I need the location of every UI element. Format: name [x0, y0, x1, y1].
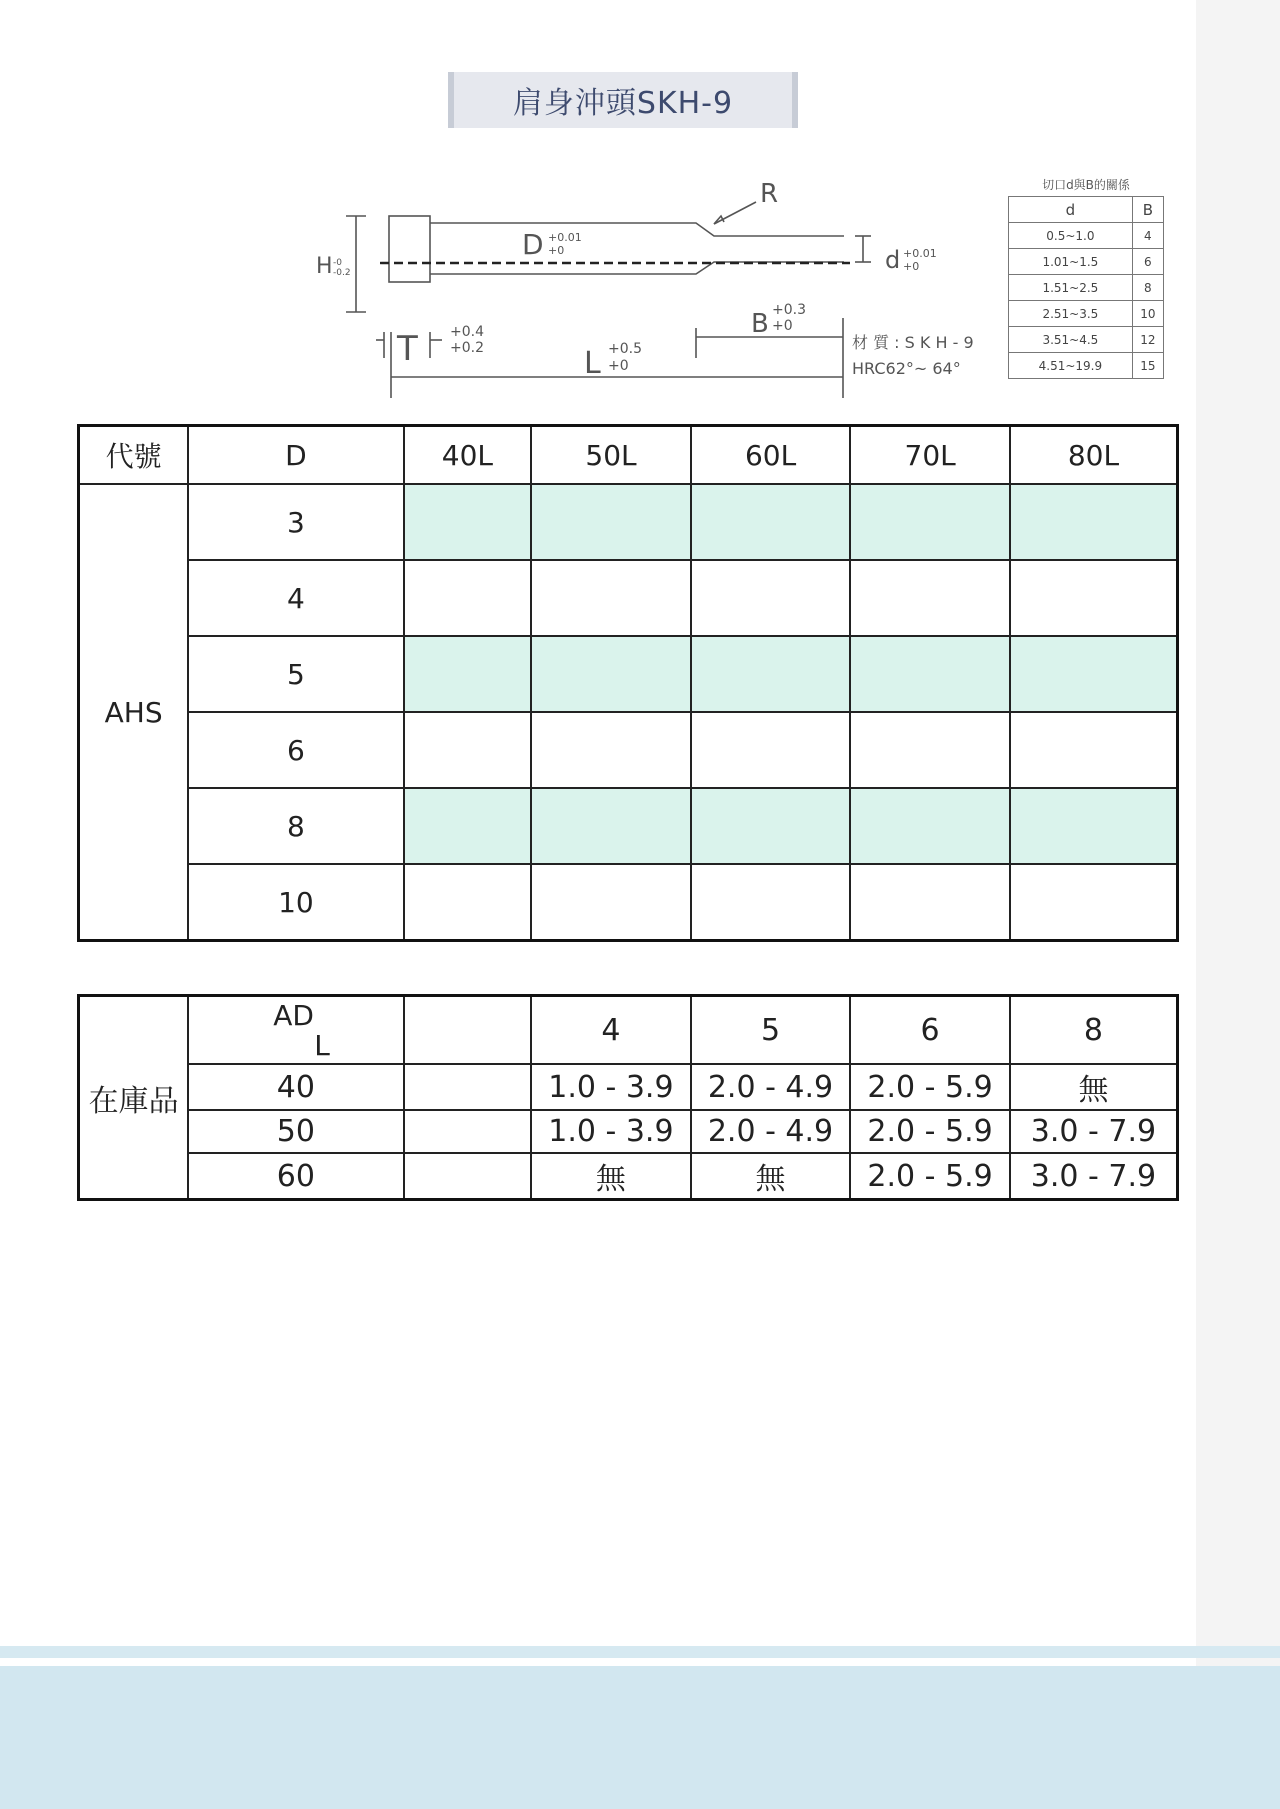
- stock-l-value: 40: [188, 1064, 403, 1110]
- d-value: 8: [188, 788, 403, 864]
- header-60l: 60L: [691, 426, 851, 485]
- svg-text:+0: +0: [772, 318, 793, 334]
- table-row: [79, 864, 1178, 941]
- stock-row: 50 1.0 - 3.9 2.0 - 4.9 2.0 - 5.9 3.0 - 7.9: [79, 1110, 1178, 1153]
- ad-l-header-cell: [188, 996, 403, 1065]
- tip-length-label: B: [751, 309, 769, 339]
- l-header: L: [314, 1029, 330, 1062]
- head-height-label: H: [316, 254, 333, 279]
- stock-col-8: 8: [1010, 996, 1178, 1065]
- relation-row: 0.5~1.0 4: [1009, 223, 1164, 249]
- table-row: [79, 636, 1178, 712]
- page-edge-shade: [1196, 0, 1280, 1809]
- relation-table-caption: 切口d與B的關係: [1042, 178, 1130, 192]
- svg-text:+0: +0: [548, 244, 565, 257]
- svg-text:+0.2: +0.2: [450, 340, 484, 356]
- d-b-relation-table: [1008, 196, 1164, 379]
- code-cell: AHS: [79, 484, 189, 941]
- d-value: 6: [188, 712, 403, 788]
- relation-header-b: B: [1132, 197, 1163, 223]
- relation-row: 1.01~1.5 6: [1009, 249, 1164, 275]
- svg-text:+0.3: +0.3: [772, 302, 806, 318]
- punch-drawing: [300, 170, 1000, 410]
- relation-header-d: d: [1009, 197, 1133, 223]
- table-row: [79, 484, 1178, 560]
- header-40l: 40L: [404, 426, 532, 485]
- ad-header: AD: [273, 999, 314, 1032]
- footer-stripe: [0, 1646, 1280, 1658]
- relation-row: 1.51~2.5 8: [1009, 275, 1164, 301]
- header-d: D: [188, 426, 403, 485]
- svg-text:-0.2: -0.2: [333, 268, 351, 278]
- svg-text:+0: +0: [903, 260, 920, 273]
- stock-col-4: 4: [531, 996, 691, 1065]
- d-value: 10: [188, 864, 403, 941]
- svg-text:+0.5: +0.5: [608, 341, 642, 357]
- table-row: [79, 712, 1178, 788]
- stock-table: [77, 994, 1179, 1201]
- stock-row: 60 無 無 2.0 - 5.9 3.0 - 7.9: [79, 1153, 1178, 1200]
- d-value: 4: [188, 560, 403, 636]
- shank-diameter-label: D: [522, 228, 544, 261]
- stock-row: 40 1.0 - 3.9 2.0 - 4.9 2.0 - 5.9 無: [79, 1064, 1178, 1110]
- svg-text:+0.4: +0.4: [450, 324, 484, 340]
- stock-col-6: 6: [850, 996, 1010, 1065]
- svg-text:-0: -0: [333, 258, 342, 268]
- tip-diameter-label: d: [885, 246, 901, 274]
- header-code: 代號: [79, 426, 189, 485]
- relation-row: 3.51~4.5 12: [1009, 327, 1164, 353]
- header-50l: 50L: [531, 426, 691, 485]
- d-value: 3: [188, 484, 403, 560]
- svg-text:+0.01: +0.01: [903, 247, 937, 260]
- head-thickness-label: T: [397, 329, 418, 369]
- relation-row: 4.51~19.9 15: [1009, 353, 1164, 379]
- header-80l: 80L: [1010, 426, 1178, 485]
- table-row: [79, 560, 1178, 636]
- stock-col-5: 5: [691, 996, 851, 1065]
- d-value: 5: [188, 636, 403, 712]
- page-title: 肩身沖頭SKH-9: [448, 72, 798, 128]
- length-label: L: [584, 346, 601, 381]
- radius-label: R: [760, 179, 779, 209]
- size-table: [77, 424, 1179, 942]
- header-70l: 70L: [850, 426, 1010, 485]
- svg-text:+0: +0: [608, 358, 629, 374]
- svg-text:+0.01: +0.01: [548, 231, 582, 244]
- stock-label: 在庫品: [79, 996, 189, 1200]
- stock-l-value: 50: [188, 1110, 403, 1153]
- relation-row: 2.51~3.5 10: [1009, 301, 1164, 327]
- stock-l-value: 60: [188, 1153, 403, 1200]
- footer-band: [0, 1666, 1280, 1809]
- hardness-text: HRC62°~ 64°: [852, 359, 961, 378]
- material-text: 材 質 : S K H - 9: [852, 333, 974, 352]
- table-row: [79, 788, 1178, 864]
